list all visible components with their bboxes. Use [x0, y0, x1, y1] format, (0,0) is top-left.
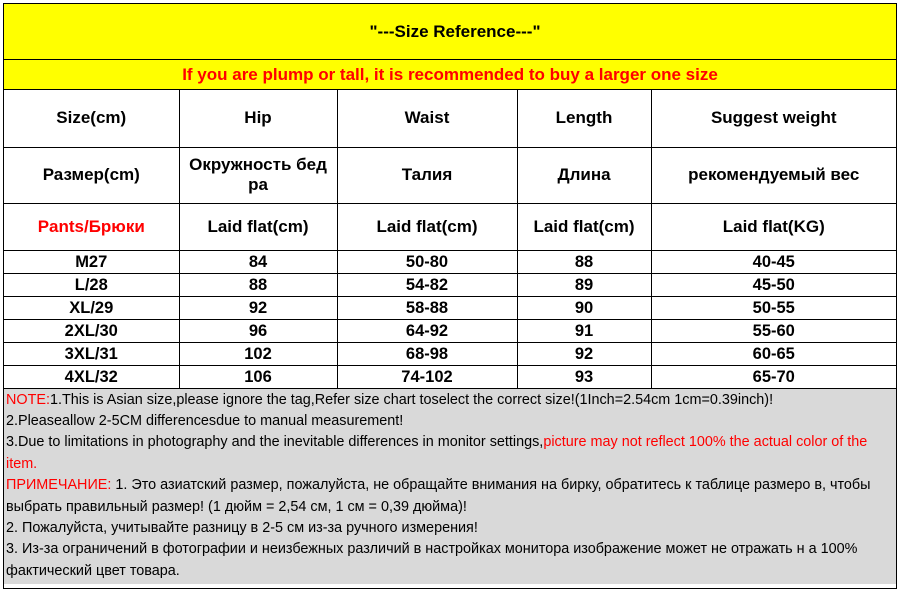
- header-cell: Length: [517, 90, 651, 147]
- header-cell: Длина: [517, 147, 651, 203]
- header-row-sub: [4, 203, 896, 250]
- table-cell: 74-102: [337, 365, 517, 388]
- table-cell: 88: [179, 273, 337, 296]
- size-warning: If you are plump or tall, it is recommended to buy a larger one size: [4, 60, 896, 90]
- table-cell: 3XL/31: [4, 342, 179, 365]
- table-cell: XL/29: [4, 296, 179, 319]
- table-cell: 96: [179, 319, 337, 342]
- table-cell: 88: [517, 250, 651, 273]
- table-cell: 93: [517, 365, 651, 388]
- header-cell: Laid flat(cm): [517, 203, 651, 250]
- header-cell: Окружность бед ра: [179, 147, 337, 203]
- table-cell: 58-88: [337, 296, 517, 319]
- table-cell: 50-80: [337, 250, 517, 273]
- table-cell: 2XL/30: [4, 319, 179, 342]
- note-text: 1. Это азиатский размер, пожалуйста, не обращайте внимания на бирку, обратитесь к таблице размеро в, чтобы выбрать правильный размер! (1 дюйм = 2,54 см, 1 см = 0,39 дюйма)!: [6, 477, 871, 515]
- table-cell: 40-45: [651, 250, 896, 273]
- size-reference-title: "---Size Reference---": [4, 4, 896, 60]
- note-text: 1.This is Asian size,please ignore the tag,Refer size chart toselect the correct size!(1Inch=2.54cm 1cm=0.39inch)!: [49, 391, 774, 408]
- table-row: [4, 319, 896, 342]
- table-row: [4, 296, 896, 319]
- note-2: 2.Pleaseallow 2-5CM differencesdue to manual measurement!: [6, 412, 404, 429]
- header-cell: Size(cm): [4, 90, 179, 147]
- table-row: [4, 365, 896, 388]
- table-cell: 89: [517, 273, 651, 296]
- table-cell: 45-50: [651, 273, 896, 296]
- size-reference-sheet: [3, 3, 897, 589]
- header-cell: Laid flat(cm): [179, 203, 337, 250]
- header-cell: Waist: [337, 90, 517, 147]
- table-cell: M27: [4, 250, 179, 273]
- size-table: [4, 90, 896, 389]
- note-prefix: NOTE:: [6, 391, 50, 408]
- note-text: 3.Due to limitations in photography and the inevitable differences in monitor settings,: [6, 434, 544, 451]
- note-prefix-ru: ПРИМЕЧАНИЕ:: [6, 477, 112, 494]
- notes-section: [4, 389, 896, 584]
- table-cell: 64-92: [337, 319, 517, 342]
- table-row: [4, 250, 896, 273]
- header-cell: Талия: [337, 147, 517, 203]
- table-cell: 92: [179, 296, 337, 319]
- header-cell: Suggest weight: [651, 90, 896, 147]
- note-ru-1: [6, 475, 894, 518]
- table-row: [4, 342, 896, 365]
- table-cell: 68-98: [337, 342, 517, 365]
- table-cell: 54-82: [337, 273, 517, 296]
- header-cell: рекомендуемый вес: [651, 147, 896, 203]
- table-row: [4, 273, 896, 296]
- table-cell: 106: [179, 365, 337, 388]
- note-ru-2: 2. Пожалуйста, учитывайте разницу в 2-5 см из-за ручного измерения!: [6, 519, 478, 536]
- pants-label: Pants/Брюки: [4, 203, 179, 250]
- note-3: [6, 432, 894, 475]
- note-ru-3: 3. Из-за ограничений в фотографии и неизбежных различий в настройках монитора изображение может не отражать н а 100% фактический цвет товара.: [6, 541, 858, 579]
- header-cell: Laid flat(KG): [651, 203, 896, 250]
- note-1: [6, 390, 894, 411]
- header-cell: Laid flat(cm): [337, 203, 517, 250]
- table-cell: 65-70: [651, 365, 896, 388]
- header-cell: Размер(cm): [4, 147, 179, 203]
- header-row-en: [4, 90, 896, 147]
- table-cell: 60-65: [651, 342, 896, 365]
- table-cell: 55-60: [651, 319, 896, 342]
- header-cell: Hip: [179, 90, 337, 147]
- table-cell: 92: [517, 342, 651, 365]
- table-cell: 102: [179, 342, 337, 365]
- header-row-ru: [4, 147, 896, 203]
- table-cell: 90: [517, 296, 651, 319]
- table-cell: 50-55: [651, 296, 896, 319]
- table-cell: 91: [517, 319, 651, 342]
- table-cell: L/28: [4, 273, 179, 296]
- table-cell: 4XL/32: [4, 365, 179, 388]
- note-red-text: picture may not reflect 100% the actual color of the item.: [6, 434, 868, 472]
- table-cell: 84: [179, 250, 337, 273]
